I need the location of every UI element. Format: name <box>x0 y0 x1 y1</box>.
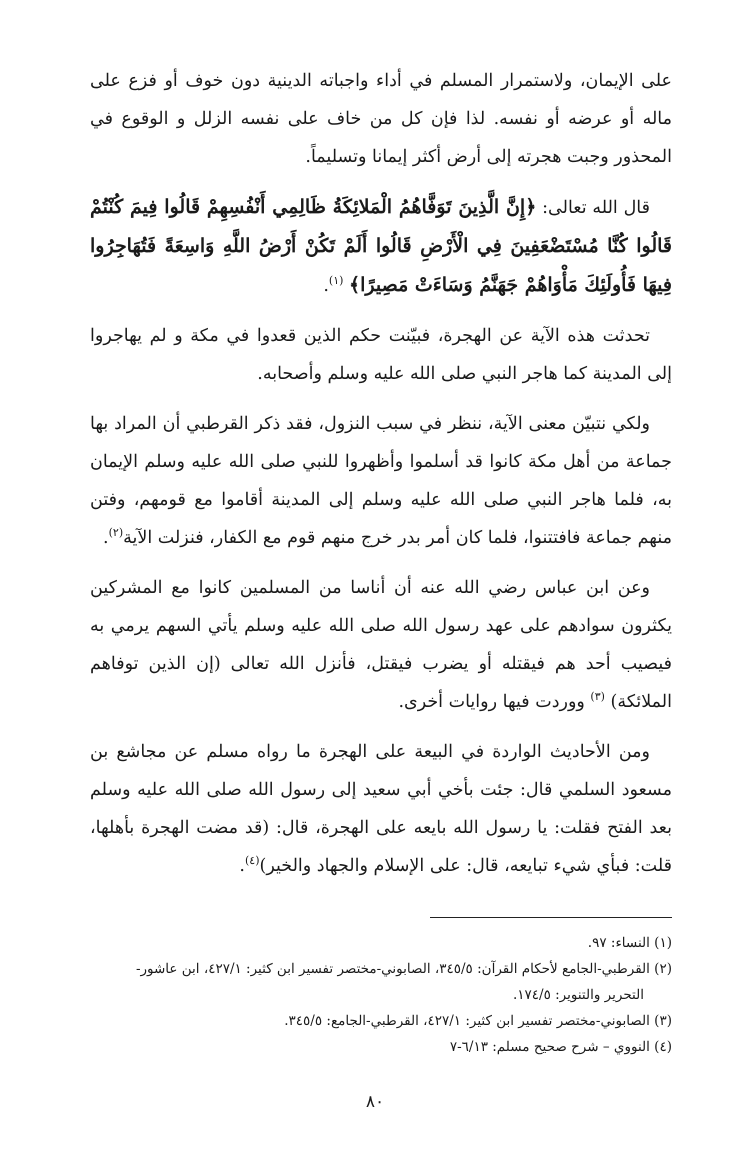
paragraph-5 <box>90 569 672 721</box>
footnotes <box>90 930 672 1060</box>
paragraph-5-text: وعن ابن عباس رضي الله عنه أن أناسا من المسلمين كانوا مع المشركين يكثرون سوادهم على عهد رسول الله صلى الله عليه وسلم يأتي السهم يرمي به فيصيب أحد هم فيقتله أو يضرب فيقتل، فأنزل الله تعالى (إن الذين توفاهم الملائكة) <box>90 578 672 712</box>
verse-intro: قال الله تعالى: <box>542 198 650 218</box>
paragraph-1-text: على الإيمان، ولاستمرار المسلم في أداء واجباته الدينية دون خوف أو فزع على ماله أو عرضه أو نفسه. لذا فإن كل من خاف على نفسه الزلل و الوقوع في المحذور وجبت هجرته إلى أرض أكثر إيمانا وتسليماً. <box>90 71 672 167</box>
footnote-4: (٤) النووي – شرح صحيح مسلم: ٦/١٣-٧ <box>449 1039 672 1055</box>
footnote-1: (١) النساء: ٩٧. <box>587 935 672 951</box>
paragraph-3 <box>90 317 672 393</box>
paragraph-4-text: ولكي نتبيّن معنى الآية، ننظر في سبب النزول، فقد ذكر القرطبي أن المراد بها جماعة من أهل مكة كانوا قد أسلموا وأظهروا للنبي صلى الله عليه وسلم الإيمان به، فلما هاجر النبي صلى الله عليه وسلم إلى المدينة أقاموا مع قومهم، وفتن منهم جماعة فافتتنوا، فلما كان أمر بدر خرج منهم قوم مع الكفار، فنزلت الآية <box>90 414 672 548</box>
paragraph-3-text: تحدثت هذه الآية عن الهجرة، فبيّنت حكم الذين قعدوا في مكة و لم يهاجروا إلى المدينة كما هاجر النبي صلى الله عليه وسلم وأصحابه. <box>90 326 672 384</box>
paragraph-6 <box>90 733 672 885</box>
footnote-separator <box>430 917 672 918</box>
quran-verse-paragraph <box>90 188 672 305</box>
paragraph-6-text: ومن الأحاديث الواردة في البيعة على الهجرة ما رواه مسلم عن مجاشع بن مسعود السلمي قال: جئت بأخي أبي سعيد إلى رسول الله صلى الله عليه وسلم بعد الفتح فقلت: يا رسول الله بايعه على الهجرة، قال: (قد مضت الهجرة بأهلها، قلت: فبأي شيء تبايعه، قال: على الإسلام والجهاد والخير) <box>90 742 672 876</box>
footnote-ref-1[interactable]: (١) <box>328 274 344 288</box>
quran-verse: ﴿إِنَّ الَّذِينَ تَوَفَّاهُمُ الْمَلائِكَةُ ظَالِمِي أَنْفُسِهِمْ قَالُوا فِيمَ كُنْتُمْ قَالُوا كُنَّا مُسْتَضْعَفِينَ فِي الْأَرْضِ قَالُوا أَلَمْ تَكُنْ أَرْضُ اللَّهِ وَاسِعَةً فَتُهَاجِرُوا فِيهَا فَأُولَئِكَ مَأْوَاهُمْ جَهَنَّمُ وَسَاءَتْ مَصِيرًا﴾ <box>90 196 672 296</box>
paragraph-1 <box>90 62 672 176</box>
page-number: ٨٠ <box>365 1092 385 1112</box>
footnote-2: (٢) القرطبي-الجامع لأحكام القرآن: ٣٤٥/٥، الصابوني-مختصر تفسير ابن كثير: ٤٢٧/١، ابن عاشور- <box>135 961 672 977</box>
paragraph-4 <box>90 405 672 557</box>
paragraph-4-end: . <box>103 528 109 548</box>
verse-end: . <box>323 276 329 296</box>
footnote-ref-4[interactable]: (٤) <box>245 854 260 868</box>
footnote-ref-2[interactable]: (٢) <box>108 526 124 540</box>
paragraph-6-end: . <box>239 856 245 876</box>
footnote-2-continuation: التحرير والتنوير: ١٧٤/٥. <box>512 987 644 1003</box>
paragraph-5-end: ووردت فيها روايات أخرى. <box>398 692 591 712</box>
footnote-3: (٣) الصابوني-مختصر تفسير ابن كثير: ٤٢٧/١، القرطبي-الجامع: ٣٤٥/٥. <box>284 1013 672 1029</box>
footnote-ref-3[interactable]: (٣) <box>590 690 605 704</box>
